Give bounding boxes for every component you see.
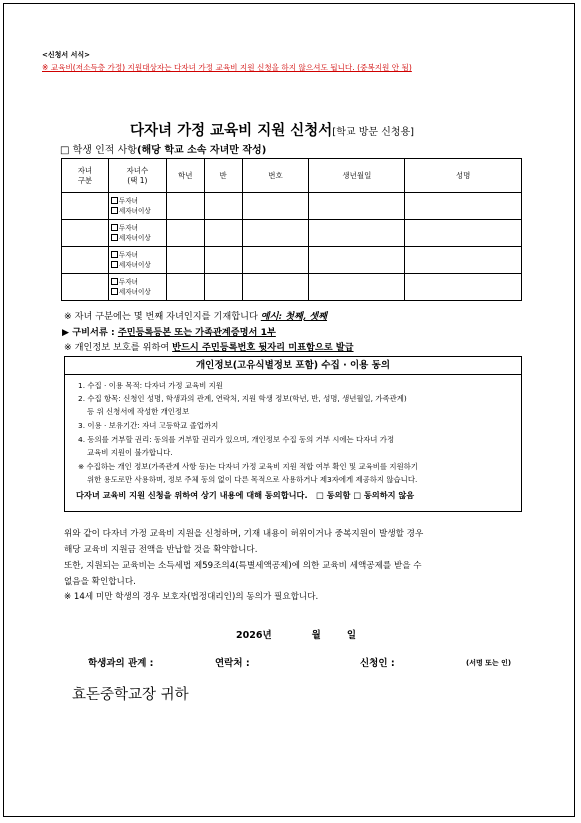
date-year: 2026년 [236, 630, 272, 641]
privacy-instruction: 반드시 주민등록번호 뒷자리 미표함으로 발급 [172, 342, 354, 353]
tax-note-line-1: 또한, 지원되는 교육비는 소득세법 제59조의4(특별세액공제)에 의한 교육비 세액공제를 받을 수 [64, 561, 422, 571]
relation-label: 학생과의 관계 : [88, 658, 154, 669]
header-number: 번호 [242, 159, 309, 193]
table-row [62, 274, 522, 301]
number-cell[interactable] [242, 220, 309, 247]
title-main: 다자녀 가정 교육비 지원 신청서 [130, 123, 333, 139]
page-title [130, 119, 414, 140]
header-class: 반 [204, 159, 242, 193]
title-subtitle: [학교 방문 신청용] [332, 127, 415, 138]
checkbox[interactable] [111, 288, 118, 295]
confirmation-line-2: 해당 교육비 지원금 전액을 반납할 것을 확약합니다. [64, 545, 258, 555]
grade-cell[interactable] [166, 220, 204, 247]
contact-label: 연락처 : [215, 658, 250, 669]
applicant-label: 신청인 : [360, 658, 395, 669]
header-child-type: 자녀 구분 [62, 159, 109, 193]
form-label: <신청서 서식> [42, 51, 90, 59]
child-type-cell[interactable] [62, 193, 109, 220]
header-child-count: 자녀수 (택 1) [108, 159, 166, 193]
class-cell[interactable] [204, 247, 242, 274]
consent-item-fields-cont: 등 위 신청서에 작성한 개인정보 [87, 407, 190, 416]
consent-heading: 개인정보(고유식별정보 포함) 수집 · 이용 동의 [65, 357, 521, 375]
birth-date-cell[interactable] [309, 247, 405, 274]
confirmation-line-1: 위와 같이 다자녀 가정 교육비 지원을 신청하며, 기재 내용이 허위이거나 중복지원이 발생할 경우 [64, 529, 424, 539]
checkbox[interactable] [111, 278, 118, 285]
child-type-cell[interactable] [62, 274, 109, 301]
table-header-row [62, 159, 522, 193]
child-count-options: 두자녀 세자녀이상 [108, 220, 166, 247]
consent-item-refusal-cont: 교육비 지원이 불가합니다. [87, 448, 173, 457]
number-cell[interactable] [242, 247, 309, 274]
child-type-cell[interactable] [62, 220, 109, 247]
section-condition: (해당 학교 소속 자녀만 작성) [136, 145, 267, 156]
name-cell[interactable] [405, 220, 522, 247]
required-docs-note: ▶ 구비서류 : 주민등록등본 또는 가족관계증명서 1부 [62, 327, 276, 338]
grade-cell[interactable] [166, 247, 204, 274]
checkbox[interactable] [111, 261, 118, 268]
name-cell[interactable] [405, 247, 522, 274]
date-day: 일 [346, 630, 356, 641]
number-cell[interactable] [242, 274, 309, 301]
guardian-consent-note: ※ 14세 미만 학생의 경우 보호자(법정대리인)의 동의가 필요합니다. [64, 592, 319, 602]
checkbox[interactable] [111, 234, 118, 241]
checkbox[interactable] [111, 207, 118, 214]
header-grade: 학년 [166, 159, 204, 193]
consent-statement: 다자녀 교육비 지원 신청을 위하여 상기 내용에 대해 동의합니다. □ 동의함 □ 동의하지 않음 [76, 490, 415, 500]
child-type-cell[interactable] [62, 247, 109, 274]
duplicate-support-notice: ※ 교육비(저소득층 가정) 지원대상자는 다자녀 가정 교육비 지원 신청을 하지 않으셔도 됩니다. (중복지원 안 됨) [42, 63, 412, 72]
birth-date-cell[interactable] [309, 274, 405, 301]
header-birth-date: 생년월일 [309, 159, 405, 193]
name-cell[interactable] [405, 193, 522, 220]
grade-cell[interactable] [166, 274, 204, 301]
checkbox[interactable] [111, 224, 118, 231]
section-prefix: □ 학생 인적 사항 [60, 145, 137, 156]
consent-usage-note: ※ 수집하는 개인 정보(가족관계 사항 등)는 다자녀 가정 교육비 지원 적합 여부 확인 및 교육비를 지원하기 [78, 462, 418, 471]
consent-item-period: 3. 이용 · 보유기간: 자녀 고등학교 졸업까지 [78, 421, 219, 430]
privacy-consent-box [64, 356, 522, 512]
birth-date-cell[interactable] [309, 193, 405, 220]
consent-item-refusal: 4. 동의를 거부할 권리: 동의를 거부할 권리가 있으며, 개인정보 수집 동의 거부 시에는 다자녀 가정 [78, 435, 395, 444]
consent-agree-option[interactable]: □ 동의함 [316, 490, 351, 500]
student-info-table [61, 158, 522, 301]
class-cell[interactable] [204, 220, 242, 247]
class-cell[interactable] [204, 274, 242, 301]
addressee: 효돈중학교장 귀하 [72, 687, 189, 703]
class-cell[interactable] [204, 193, 242, 220]
child-count-options: 두자녀 세자녀이상 [108, 193, 166, 220]
consent-item-purpose: 1. 수집 · 이용 목적: 다자녀 가정 교육비 지원 [78, 381, 223, 390]
number-cell[interactable] [242, 193, 309, 220]
date-month: 월 [311, 630, 321, 641]
consent-item-fields: 2. 수집 항목: 신청인 성명, 학생과의 관계, 연락처, 지원 학생 정보(학년, 반, 성명, 생년월일, 가족관계) [78, 394, 407, 403]
student-info-heading [60, 141, 266, 156]
consent-disagree-option[interactable]: □ 동의하지 않음 [353, 490, 415, 500]
consent-usage-note-cont: 위한 용도로만 사용하며, 정보 주체 동의 없이 다른 목적으로 사용하거나 제3자에게 제공하지 않습니다. [87, 475, 418, 484]
header-name: 성명 [405, 159, 522, 193]
required-docs: 주민등록등본 또는 가족관계증명서 1부 [117, 327, 276, 338]
child-count-options: 두자녀 세자녀이상 [108, 274, 166, 301]
birth-date-cell[interactable] [309, 220, 405, 247]
name-cell[interactable] [405, 274, 522, 301]
signature-hint: (서명 또는 인) [466, 659, 512, 667]
table-row [62, 220, 522, 247]
tax-note-line-2: 없음을 확인합니다. [64, 577, 136, 587]
grade-cell[interactable] [166, 193, 204, 220]
child-type-note: ※ 자녀 구분에는 몇 번째 자녀인지를 기재합니다 예시: 첫째, 셋째 [64, 311, 328, 322]
table-row [62, 247, 522, 274]
privacy-note: ※ 개인정보 보호를 위하여 반드시 주민등록번호 뒷자리 미표함으로 발급 [64, 342, 354, 353]
child-type-example: 예시: 첫째, 셋째 [260, 311, 328, 322]
child-count-options: 두자녀 세자녀이상 [108, 247, 166, 274]
checkbox[interactable] [111, 251, 118, 258]
checkbox[interactable] [111, 197, 118, 204]
table-row [62, 193, 522, 220]
application-date [236, 627, 356, 641]
